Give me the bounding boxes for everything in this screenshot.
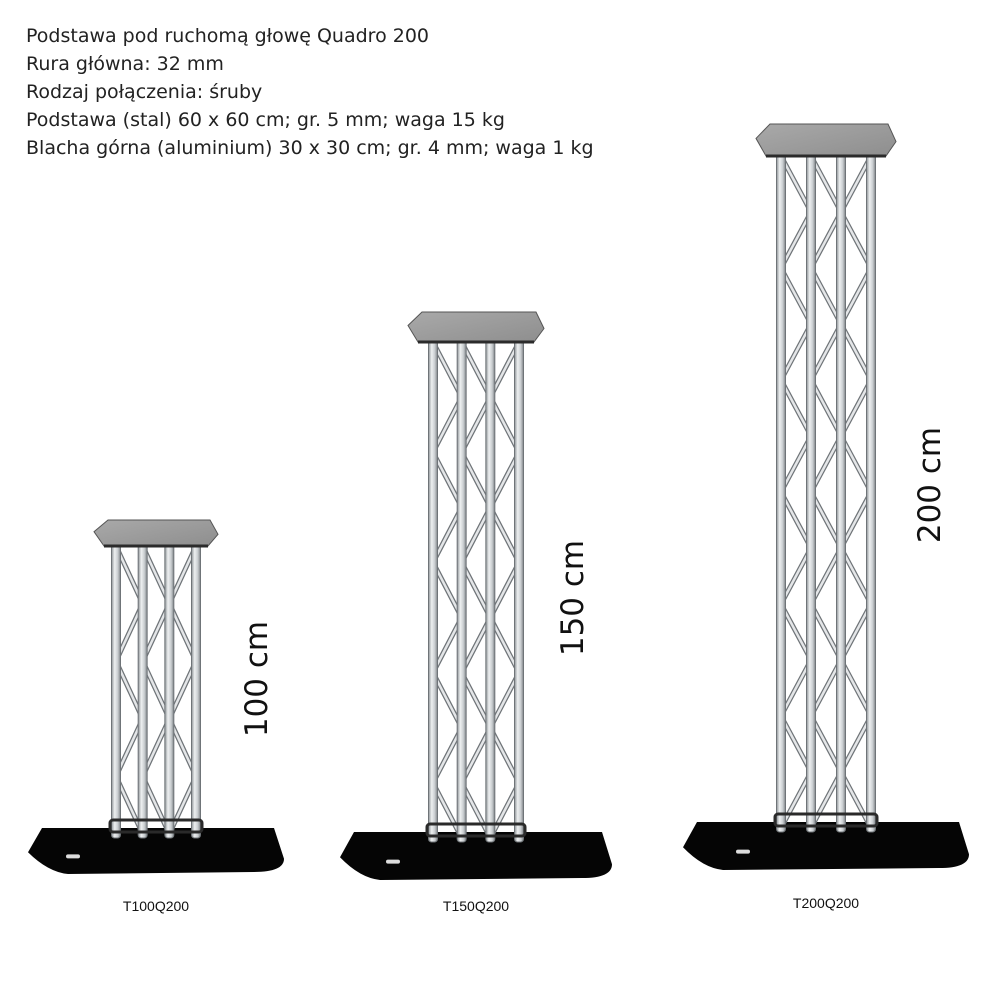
spec-title: Podstawa pod ruchomą głowę Quadro 200 [26,25,429,47]
truss-main-tube [192,542,201,838]
steel-base-plate [340,832,612,880]
tower-3-height-label: 200 cm [912,426,948,544]
base-slot [386,860,400,864]
tower-2-height-label: 150 cm [555,539,591,657]
truss-main-tube [837,152,846,832]
aluminium-top-plate [408,312,544,342]
spec-connection: Rodzaj połączenia: śruby [26,81,263,103]
truss-main-tube [429,338,438,842]
spec-top-plate: Blacha górna (aluminium) 30 x 30 cm; gr. 4 mm; waga 1 kg [26,137,594,159]
base-slot [736,850,750,854]
tower-3-model-label: T200Q200 [792,895,860,911]
spec-base: Podstawa (stal) 60 x 60 cm; gr. 5 mm; waga 15 kg [26,109,505,131]
aluminium-top-plate [94,520,218,546]
truss-main-tube [138,542,147,838]
steel-base-plate [28,828,284,874]
tower-1-model-label: T100Q200 [122,898,190,914]
spec-main-tube: Rura główna: 32 mm [26,53,224,75]
truss-main-tube [112,542,121,838]
truss-main-tube [777,152,786,832]
truss-main-tube [867,152,876,832]
base-slot [66,854,80,858]
truss-main-tube [165,542,174,838]
aluminium-top-plate [756,124,896,156]
truss-main-tube [486,338,495,842]
truss-main-tube [457,338,466,842]
truss-main-tube [515,338,524,842]
steel-base-plate [683,822,969,870]
truss-main-tube [807,152,816,832]
tower-1-height-label: 100 cm [239,620,275,738]
tower-2-model-label: T150Q200 [442,898,510,914]
